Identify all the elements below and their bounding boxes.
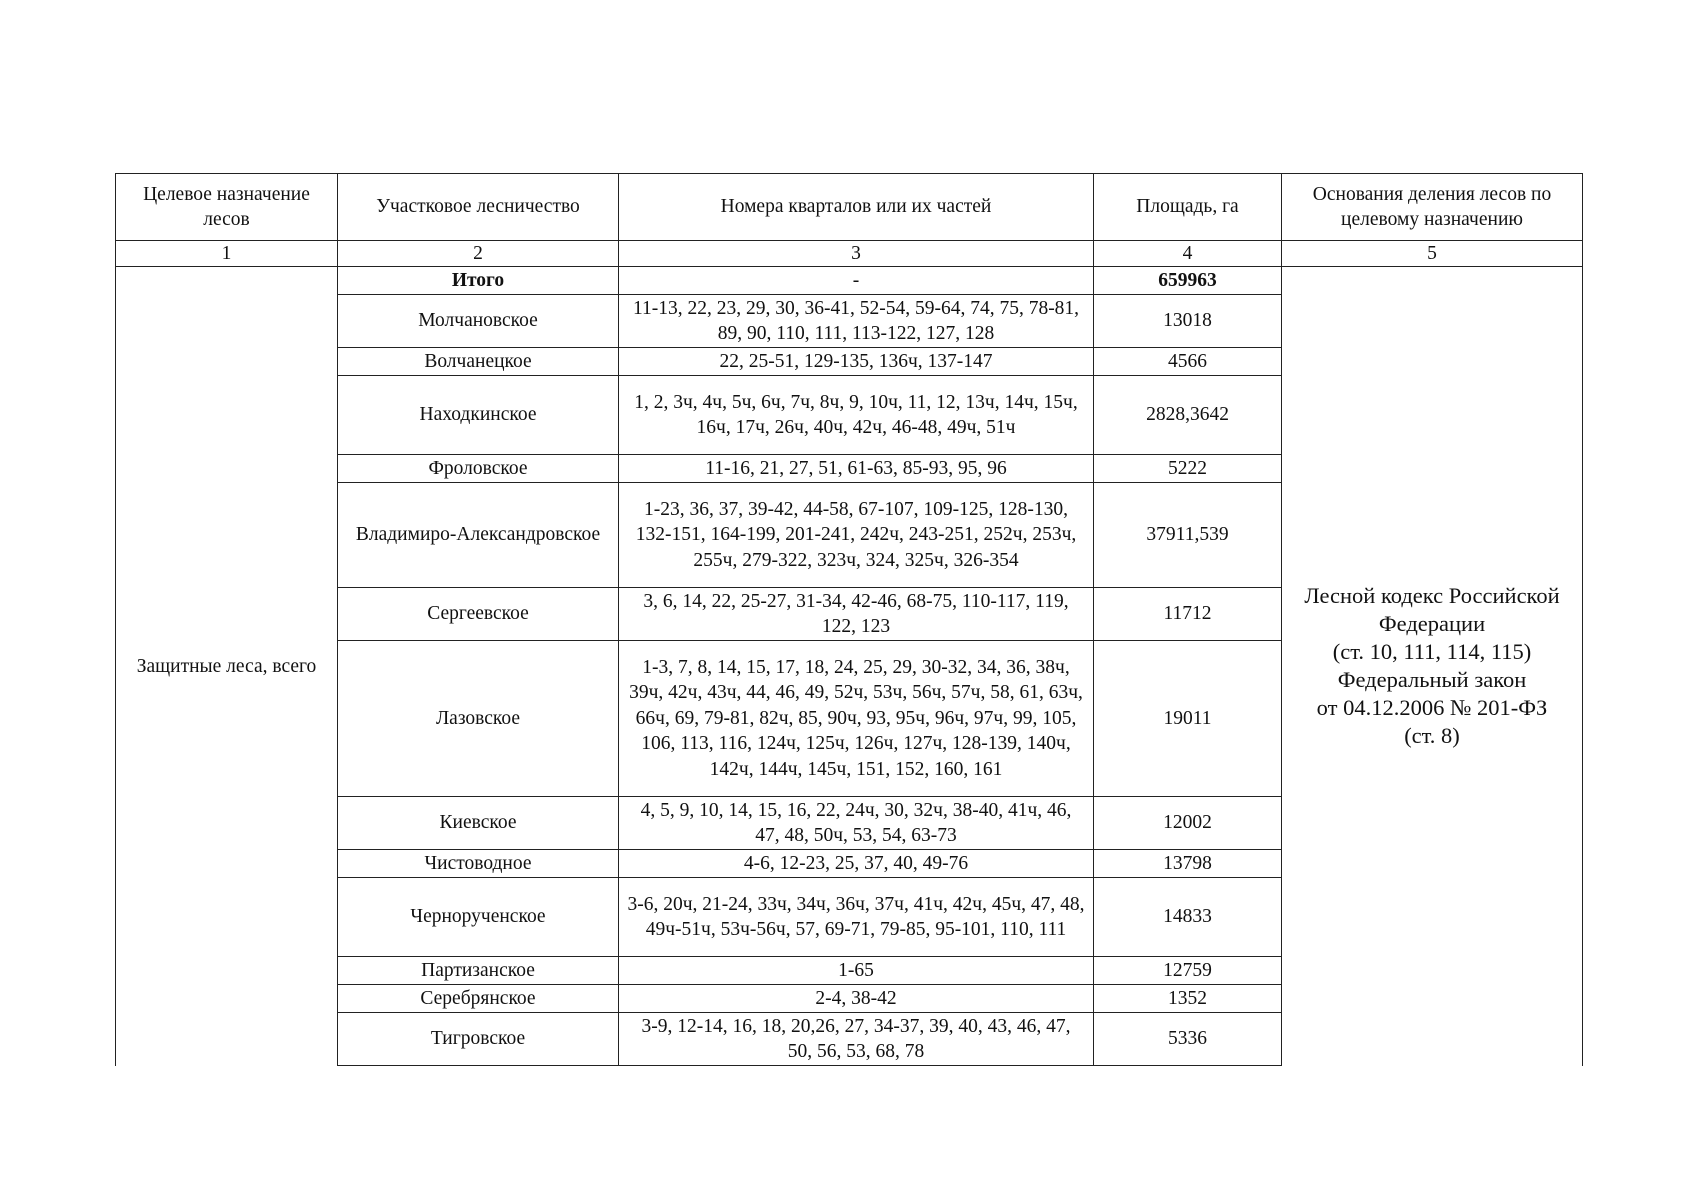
area-value: 5222 bbox=[1094, 455, 1282, 483]
quarter-numbers: 3-6, 20ч, 21-24, 33ч, 34ч, 36ч, 37ч, 41ч, 42ч, 45ч, 47, 48, 49ч-51ч, 53ч-56ч, 57, 69-71, 79-85, 95-101, 110, 111 bbox=[619, 878, 1094, 957]
group-label: Защитные леса, всего bbox=[116, 267, 338, 1066]
forestry-name: Чернорученское bbox=[338, 878, 619, 957]
area-value: 1352 bbox=[1094, 985, 1282, 1013]
quarter-numbers: 11-16, 21, 27, 51, 61-63, 85-93, 95, 96 bbox=[619, 455, 1094, 483]
forestry-name: Киевское bbox=[338, 797, 619, 850]
quarter-numbers: 1-3, 7, 8, 14, 15, 17, 18, 24, 25, 29, 30-32, 34, 36, 38ч, 39ч, 42ч, 43ч, 44, 46, 49, 52ч, 53ч, 56ч, 57ч, 58, 61, 63ч, 66ч, 69, 79-81, 82ч, 85, 90ч, 93, 95ч, 96ч, 97ч, 99, 105, 106, 113, 116, 124ч, 125ч, 126ч, 127ч, 128-139, 140ч, 142ч, 144ч, 145ч, 151, 152, 160, 161 bbox=[619, 641, 1094, 797]
header-purpose: Целевое назначение лесов bbox=[116, 174, 338, 241]
header-basis: Основания деления лесов по целевому назначению bbox=[1282, 174, 1583, 241]
forestry-name: Чистоводное bbox=[338, 850, 619, 878]
header-quarters: Номера кварталов или их частей bbox=[619, 174, 1094, 241]
quarter-numbers: 3-9, 12-14, 16, 18, 20,26, 27, 34-37, 39, 40, 43, 46, 47, 50, 56, 53, 68, 78 bbox=[619, 1013, 1094, 1066]
quarter-numbers: - bbox=[619, 267, 1094, 295]
area-value: 2828,3642 bbox=[1094, 376, 1282, 455]
area-value: 659963 bbox=[1094, 267, 1282, 295]
quarter-numbers: 1-23, 36, 37, 39-42, 44-58, 67-107, 109-125, 128-130, 132-151, 164-199, 201-241, 242ч, 243-251, 252ч, 253ч, 255ч, 279-322, 323ч, 324, 325ч, 326-354 bbox=[619, 483, 1094, 588]
column-number: 3 bbox=[619, 241, 1094, 267]
column-number: 1 bbox=[116, 241, 338, 267]
column-number: 2 bbox=[338, 241, 619, 267]
forestry-name: Партизанское bbox=[338, 957, 619, 985]
area-value: 14833 bbox=[1094, 878, 1282, 957]
quarter-numbers: 1-65 bbox=[619, 957, 1094, 985]
area-value: 12759 bbox=[1094, 957, 1282, 985]
forestry-name: Сергеевское bbox=[338, 588, 619, 641]
forestry-name: Итого bbox=[338, 267, 619, 295]
forestry-name: Волчанецкое bbox=[338, 348, 619, 376]
area-value: 11712 bbox=[1094, 588, 1282, 641]
column-number: 5 bbox=[1282, 241, 1583, 267]
forestry-name: Лазовское bbox=[338, 641, 619, 797]
table-row bbox=[116, 267, 1583, 295]
forestry-name: Молчановское bbox=[338, 295, 619, 348]
area-value: 4566 bbox=[1094, 348, 1282, 376]
basis-line: от 04.12.2006 № 201-ФЗ bbox=[1316, 695, 1548, 721]
forestry-name: Тигровское bbox=[338, 1013, 619, 1066]
area-value: 12002 bbox=[1094, 797, 1282, 850]
column-number: 4 bbox=[1094, 241, 1282, 267]
quarter-numbers: 1, 2, 3ч, 4ч, 5ч, 6ч, 7ч, 8ч, 9, 10ч, 11, 12, 13ч, 14ч, 15ч, 16ч, 17ч, 26ч, 40ч, 42ч, 46-48, 49ч, 51ч bbox=[619, 376, 1094, 455]
basis-line: Федеральный закон bbox=[1337, 667, 1527, 693]
area-value: 19011 bbox=[1094, 641, 1282, 797]
quarter-numbers: 11-13, 22, 23, 29, 30, 36-41, 52-54, 59-64, 74, 75, 78-81, 89, 90, 110, 111, 113-122, 127, 128 bbox=[619, 295, 1094, 348]
quarter-numbers: 22, 25-51, 129-135, 136ч, 137-147 bbox=[619, 348, 1094, 376]
quarter-numbers: 2-4, 38-42 bbox=[619, 985, 1094, 1013]
forestry-name: Находкинское bbox=[338, 376, 619, 455]
quarter-numbers: 4-6, 12-23, 25, 37, 40, 49-76 bbox=[619, 850, 1094, 878]
quarter-numbers: 4, 5, 9, 10, 14, 15, 16, 22, 24ч, 30, 32ч, 38-40, 41ч, 46, 47, 48, 50ч, 53, 54, 63-73 bbox=[619, 797, 1094, 850]
basis-line: (ст. 10, 111, 114, 115) bbox=[1332, 639, 1532, 665]
quarter-numbers: 3, 6, 14, 22, 25-27, 31-34, 42-46, 68-75, 110-117, 119, 122, 123 bbox=[619, 588, 1094, 641]
table-body bbox=[116, 174, 1583, 1066]
column-number-row bbox=[116, 241, 1583, 267]
header-area: Площадь, га bbox=[1094, 174, 1282, 241]
forestry-name: Фроловское bbox=[338, 455, 619, 483]
basis-line: (ст. 8) bbox=[1404, 723, 1460, 749]
basis-line: Лесной кодекс Российской Федерации bbox=[1304, 583, 1560, 637]
forestry-name: Серебрянское bbox=[338, 985, 619, 1013]
forest-division-table bbox=[115, 173, 1583, 1066]
header-row bbox=[116, 174, 1583, 241]
area-value: 5336 bbox=[1094, 1013, 1282, 1066]
area-value: 13018 bbox=[1094, 295, 1282, 348]
forestry-name: Владимиро-Александровское bbox=[338, 483, 619, 588]
header-forestry: Участковое лесничество bbox=[338, 174, 619, 241]
basis-cell bbox=[1282, 267, 1583, 1066]
area-value: 37911,539 bbox=[1094, 483, 1282, 588]
area-value: 13798 bbox=[1094, 850, 1282, 878]
